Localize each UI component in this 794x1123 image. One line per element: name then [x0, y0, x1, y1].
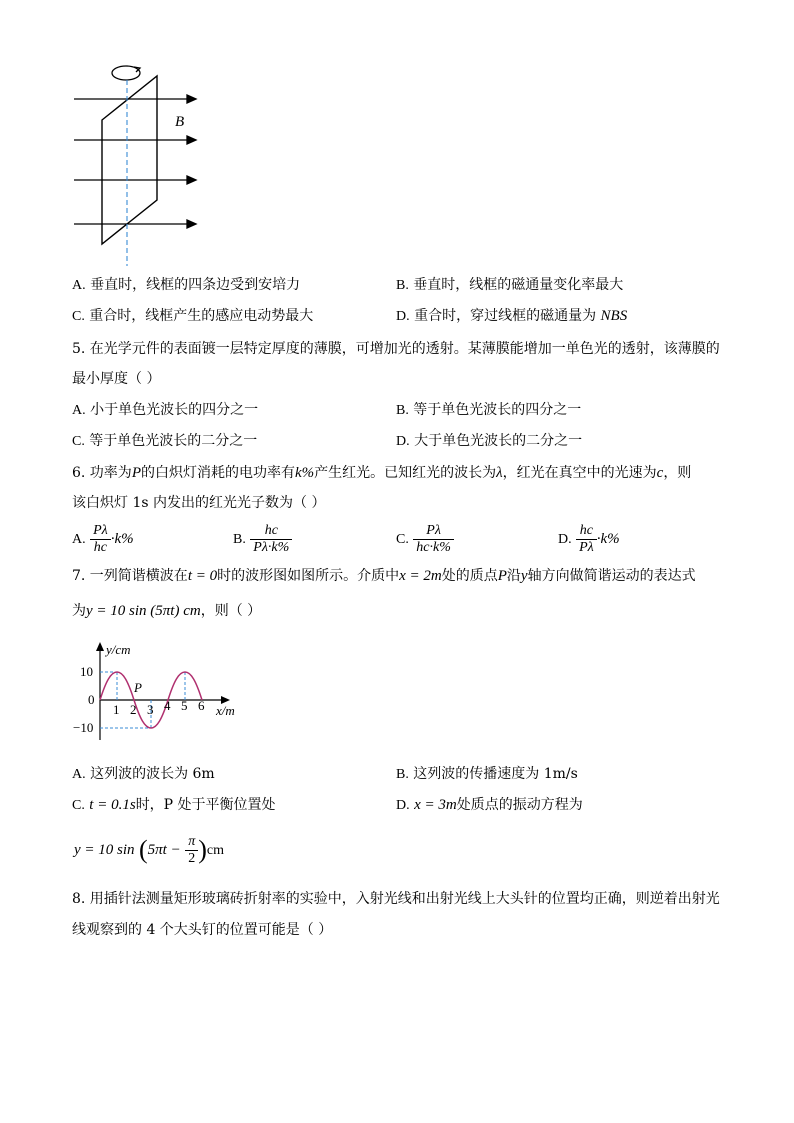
q4-option-c[interactable]	[72, 307, 313, 326]
var-c: c	[656, 465, 664, 481]
option-label: B.	[396, 403, 409, 418]
q6-stem-line1	[72, 464, 691, 482]
tail: ·k%	[110, 531, 134, 547]
option-text: 等于单色光波长的二分之一	[89, 433, 258, 449]
option-text: 这列波的波长为 6m	[90, 766, 215, 782]
option-label: B.	[396, 278, 409, 293]
q5-option-a[interactable]	[72, 401, 258, 420]
fraction	[90, 523, 111, 556]
expr-unit: cm	[206, 843, 224, 858]
option-text: 这列波的传播速度为 1m/s	[413, 766, 578, 782]
option-label: A.	[72, 532, 86, 547]
q6-option-b[interactable]	[233, 520, 292, 559]
var-lambda: λ	[496, 465, 503, 481]
x-tick-1: 1	[113, 702, 120, 717]
option-label: C.	[72, 434, 85, 449]
q8-stem-line2: 线观察到的 4 个大头钉的位置可能是（ ）	[72, 922, 333, 938]
q4-figure	[60, 58, 220, 270]
q6-option-c[interactable]	[396, 520, 454, 559]
option-math: t = 0.1s	[89, 797, 136, 813]
q7-wave-graph	[66, 640, 256, 745]
option-label: A.	[72, 767, 86, 782]
y-tick-10: 10	[80, 664, 93, 679]
expr-left: y = 10 sin	[74, 842, 135, 858]
fraction	[185, 834, 198, 867]
point-P-label: P	[134, 680, 142, 695]
x-tick-3: 3	[147, 702, 154, 717]
numerator: Pλ	[90, 523, 111, 540]
var-P: P	[497, 568, 507, 584]
q6-stem-part: ，红光在真空中的光速为	[502, 465, 657, 481]
q6-stem-line2: 该白炽灯 1s 内发出的红光光子数为（ ）	[72, 495, 326, 511]
option-label: B.	[396, 767, 409, 782]
option-text: 垂直时，线框的磁通量变化率最大	[413, 277, 624, 293]
q7-stem-line2	[72, 602, 261, 620]
var-P: P	[131, 465, 141, 481]
q7-stem-part: 时的波形图如图所示。介质中	[217, 568, 400, 584]
option-label: D.	[396, 309, 410, 324]
q5-option-c[interactable]	[72, 432, 257, 451]
numerator: π	[185, 834, 198, 851]
denominator: hc·k%	[416, 539, 451, 555]
q7-option-c[interactable]	[72, 796, 276, 815]
q7-option-a[interactable]	[72, 765, 215, 784]
var-k: k%	[294, 465, 315, 481]
option-text: 重合时，线框产生的感应电动势最大	[89, 308, 314, 324]
option-text: 时，P 处于平衡位置处	[135, 797, 276, 813]
x-expr: x = 2m	[399, 568, 442, 584]
fraction	[576, 523, 597, 556]
option-label: A.	[72, 278, 86, 293]
y-tick-neg10: −10	[73, 720, 94, 735]
fraction	[250, 523, 292, 556]
q4-option-b[interactable]	[396, 276, 623, 295]
q7-option-b[interactable]	[396, 765, 578, 784]
q7-stem-part: 为	[72, 603, 86, 619]
option-label: D.	[396, 434, 410, 449]
numerator: Pλ	[413, 523, 454, 540]
option-text: 等于单色光波长的四分之一	[413, 402, 582, 418]
q4-option-d[interactable]	[396, 307, 627, 326]
q7-stem-line1	[72, 567, 696, 585]
option-text: 小于单色光波长的四分之一	[90, 402, 259, 418]
option-label: B.	[233, 532, 246, 547]
x-tick-4: 4	[164, 698, 171, 713]
y-tick-0: 0	[88, 692, 95, 707]
y-axis-label: y/cm	[106, 642, 131, 657]
option-text: 垂直时，线框的四条边受到安培力	[90, 277, 301, 293]
paren-left: (	[139, 835, 148, 864]
q5-option-b[interactable]	[396, 401, 581, 420]
tail: ·k%	[596, 531, 620, 547]
option-math: x = 3m	[414, 797, 457, 813]
denominator: hc	[93, 539, 107, 555]
option-text: 处质点的振动方程为	[456, 797, 583, 813]
q6-stem-part: ，则	[663, 465, 692, 481]
q7-option-d-expr	[74, 830, 224, 871]
field-label-B: B	[175, 114, 185, 130]
q6-option-a[interactable]	[72, 520, 134, 559]
q7-stem-part: ，则（ ）	[200, 603, 262, 619]
q7-option-d[interactable]	[396, 796, 583, 815]
q7-stem-part: 处的质点	[441, 568, 498, 584]
x-tick-6: 6	[198, 698, 205, 713]
option-label: A.	[72, 403, 86, 418]
wave-expr: y = 10 sin (5πt) cm	[86, 603, 201, 619]
x-tick-2: 2	[130, 702, 137, 717]
option-label: C.	[72, 309, 85, 324]
option-label: D.	[558, 532, 572, 547]
option-label: C.	[72, 798, 85, 813]
q7-stem-part: 轴方向做简谐运动的表达式	[527, 568, 696, 584]
q5-stem-line1: 5. 在光学元件的表面镀一层特定厚度的薄膜，可增加光的透射。某薄膜能增加一单色光的透射，该薄膜的	[72, 341, 720, 357]
q4-option-a[interactable]	[72, 276, 300, 295]
numerator: hc	[250, 523, 292, 540]
var-y: y	[520, 568, 528, 584]
q5-option-d[interactable]	[396, 432, 582, 451]
coil-frame	[102, 76, 157, 244]
q5-stem-line2: 最小厚度（ ）	[72, 371, 161, 387]
option-label: C.	[396, 532, 409, 547]
q8-stem-line1: 8. 用插针法测量矩形玻璃砖折射率的实验中，入射光线和出射光线上大头针的位置均正确，则逆着出射光	[72, 891, 720, 907]
q6-stem-part: 6. 功率为	[72, 465, 132, 481]
paren-right: )	[198, 835, 207, 864]
option-text: 重合时，穿过线框的磁通量为	[414, 308, 597, 324]
denominator: Pλ·k%	[253, 539, 290, 555]
option-text: 大于单色光波长的二分之一	[414, 433, 583, 449]
denominator: 2	[188, 850, 196, 866]
rotation-arrow-icon	[112, 66, 140, 80]
q6-option-d[interactable]	[558, 520, 620, 559]
expr-inner: 5πt −	[147, 842, 181, 858]
q7-stem-part: 7. 一列简谐横波在	[72, 568, 188, 584]
q6-stem-part: 产生红光。已知红光的波长为	[314, 465, 497, 481]
option-label: D.	[396, 798, 410, 813]
denominator: Pλ	[579, 539, 594, 555]
fraction	[413, 523, 454, 556]
option-math: NBS	[600, 308, 628, 324]
t0-expr: t = 0	[187, 568, 218, 584]
q7-stem-part: 沿	[506, 568, 521, 584]
numerator: hc	[576, 523, 597, 540]
x-tick-5: 5	[181, 698, 188, 713]
q6-stem-part: 的白炽灯消耗的电功率有	[140, 465, 295, 481]
x-axis-label: x/m	[216, 703, 235, 718]
